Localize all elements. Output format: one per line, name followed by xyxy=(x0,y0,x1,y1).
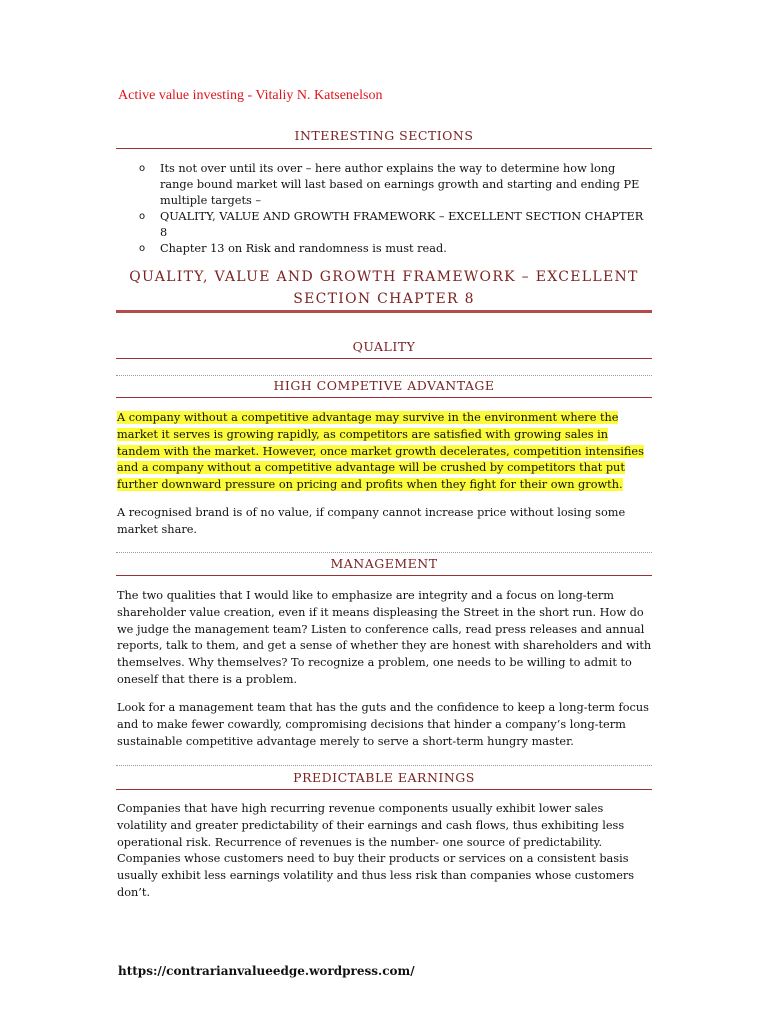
heading-underline xyxy=(116,148,652,149)
predictable-earnings-underline xyxy=(116,789,652,790)
predictable-earnings-paragraph: Companies that have high recurring revenue components usually exhibit lower sales volatility and greater predictability of their earnings and cash flows, thus exhibiting less operational risk. Recurrence of revenues is the number- one source of predictability. Companies whose customers need to buy their products or services on a consistent basis usually exhibit less earnings volatility and thus less risk than companies whose customers don’t. xyxy=(117,802,635,899)
list-item xyxy=(118,241,648,257)
bullet-icon: o xyxy=(139,243,146,254)
bullet-icon: o xyxy=(139,211,146,222)
quality-underline xyxy=(116,358,652,359)
bullet-icon: o xyxy=(139,163,146,174)
competitive-advantage-heading: HIGH COMPETIVE ADVANTAGE xyxy=(273,378,495,393)
management-heading: MANAGEMENT xyxy=(330,556,438,571)
management-paragraph-1: The two qualities that I would like to emphasize are integrity and a focus on long-term shareholder value creation, even if it means displeasing the Street in the short run. How do we judge the management team? Listen to conference calls, read press releases and annual reports, talk to them, and get a sense of whether they are honest with shareholders and with themselves. Why themselves? To recognize a problem, one needs to be willing to admit to oneself that there is a problem. xyxy=(117,589,652,686)
list-item-text: Its not over until its over – here author explains the way to determine how long range bound market will last based on earnings growth and starting and ending PE multiple targets – xyxy=(160,162,640,207)
section-divider xyxy=(116,765,652,766)
framework-heading-underline xyxy=(116,310,652,313)
list-item xyxy=(118,209,648,241)
interesting-sections-list xyxy=(118,161,648,257)
management-paragraph-2: Look for a management team that has the guts and the confidence to keep a long-term focus and to make fewer cowardly, compromising decisions that hinder a company’s long-term sustainable competitive advantage merely to serve a short-term hungry master. xyxy=(117,701,649,748)
framework-heading-line2: SECTION CHAPTER 8 xyxy=(293,291,475,307)
footer-url: https://contrarianvalueedge.wordpress.com/ xyxy=(118,964,415,978)
document-title: Active value investing - Vitaliy N. Katsenelson xyxy=(118,88,383,103)
predictable-earnings-heading: PREDICTABLE EARNINGS xyxy=(293,770,475,785)
brand-paragraph: A recognised brand is of no value, if company cannot increase price without losing some market share. xyxy=(117,506,626,536)
competitive-advantage-underline xyxy=(116,397,652,398)
section-divider xyxy=(116,375,652,376)
interesting-sections-heading: INTERESTING SECTIONS xyxy=(294,128,474,143)
list-item-text: Chapter 13 on Risk and randomness is must read. xyxy=(160,242,447,255)
section-divider xyxy=(116,552,652,553)
management-underline xyxy=(116,575,652,576)
competitive-advantage-paragraph xyxy=(117,410,652,494)
framework-heading-line1: QUALITY, VALUE AND GROWTH FRAMEWORK – EXCELLENT xyxy=(129,269,639,285)
list-item-text: QUALITY, VALUE AND GROWTH FRAMEWORK – EXCELLENT SECTION CHAPTER 8 xyxy=(160,210,644,239)
highlighted-text: A company without a competitive advantage may survive in the environment where the market it serves is growing rapidly, as competitors are satisfied with growing sales in tandem with the market. However, once market growth decelerates, competition intensifies and a company without a competitive advantage will be crushed by competitors that put further downward pressure on pricing and profits when they fight for their own growth. xyxy=(117,411,644,492)
list-item xyxy=(118,161,648,209)
quality-heading: QUALITY xyxy=(352,339,416,354)
framework-heading xyxy=(116,266,652,310)
